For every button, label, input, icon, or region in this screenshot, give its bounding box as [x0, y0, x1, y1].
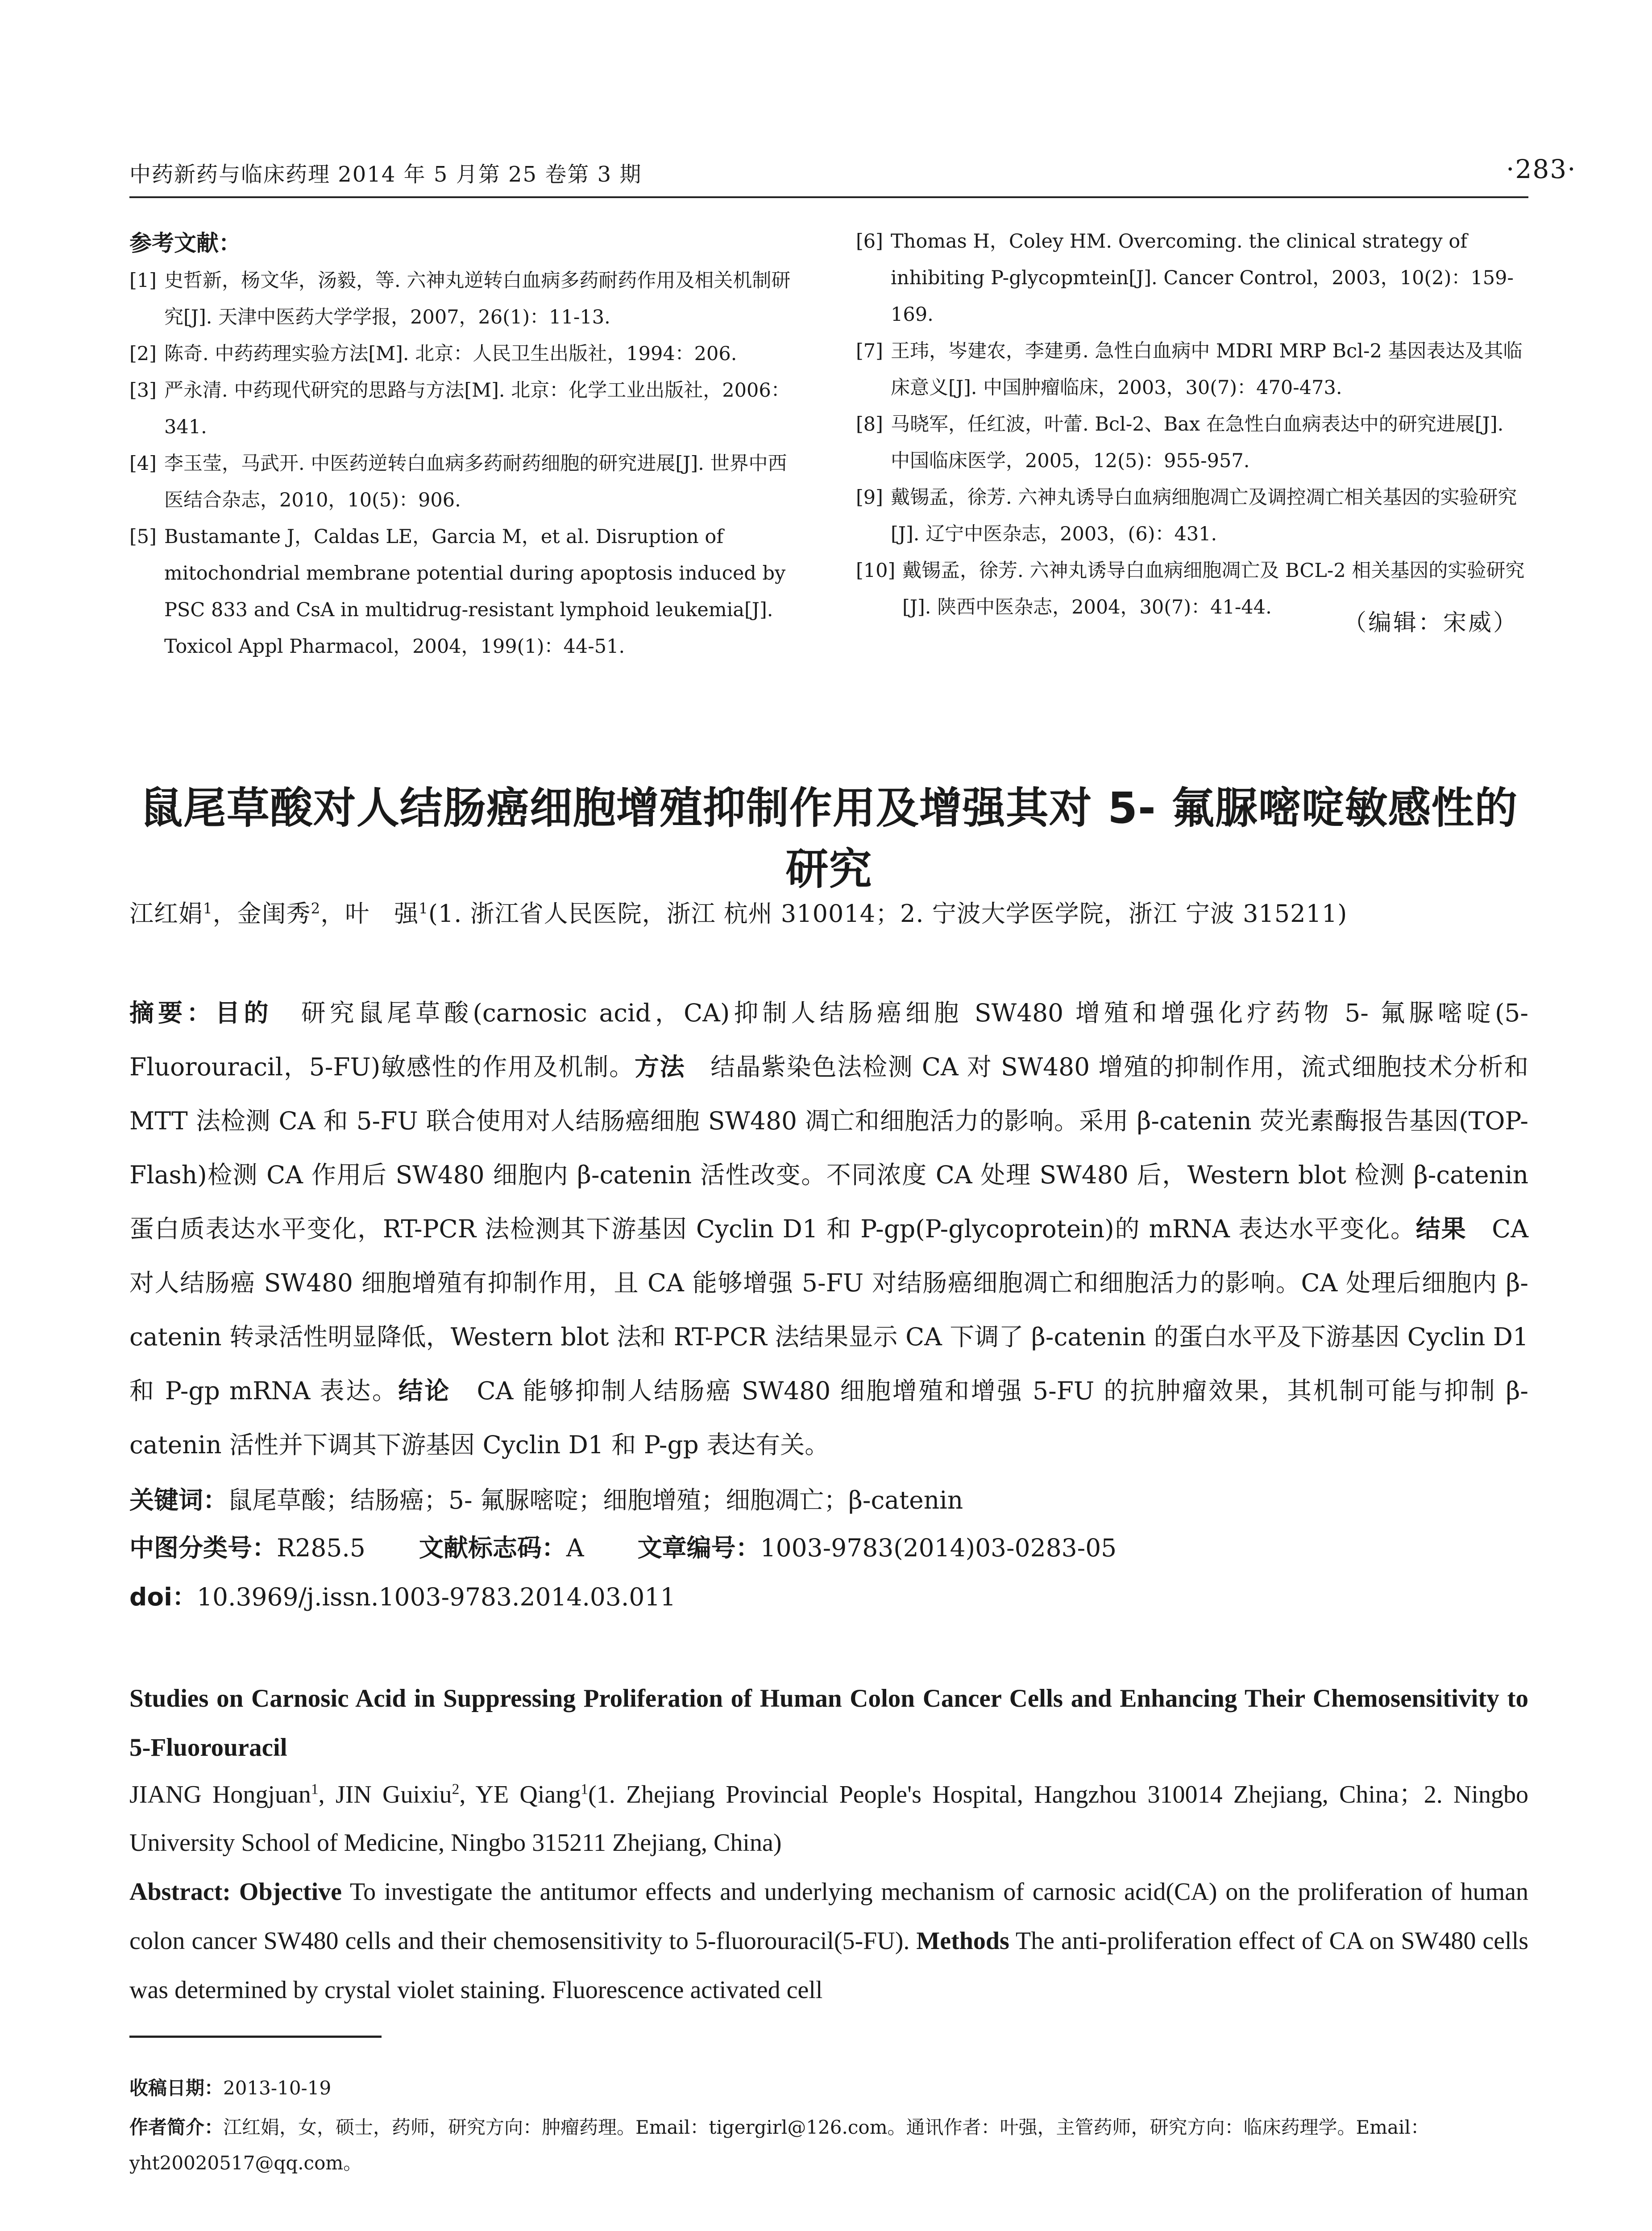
reference-text: Thomas H，Coley HM. Overcoming. the clinical strategy of inhibiting P-glycopmtein[J]. Cancer Control，2003，10(2)：159-169. [891, 230, 1514, 326]
authors-cn [129, 895, 1347, 929]
received-value: 2013-10-19 [223, 2077, 332, 2099]
results-label: 结果 [1415, 1215, 1467, 1243]
article-title-cn: 鼠尾草酸对人结肠癌细胞增殖抑制作用及增强其对 5- 氟脲嘧啶敏感性的研究 [140, 783, 1518, 894]
author-bio [129, 2110, 1528, 2181]
author-bio-text: 江红娟，女，硕士，药师，研究方向：肿瘤药理。Email：tigergirl@126.com。通讯作者：叶强，主管药师，研究方向：临床药理学。Email：yht20020517@qq.com。 [129, 2116, 1429, 2174]
references-left-column [129, 262, 801, 665]
conclusion-text: CA 能够抑制人结肠癌 SW480 细胞增殖和增强 5-FU 的抗肿瘤效果，其机制可能与抑制 β-catenin 活性并下调其下游基因 Cyclin D1 和 P-gp 表达有关。 [129, 1377, 1528, 1459]
references-title: 参考文献： [129, 230, 241, 256]
reference-text: 戴锡孟，徐芳. 六神丸诱导白血病细胞凋亡及调控凋亡相关基因的实验研究[J]. 辽宁中医杂志，2003，(6)：431. [891, 486, 1517, 545]
classification-line [129, 1528, 1117, 1563]
reference-item [129, 445, 801, 518]
reference-item [856, 479, 1528, 552]
affiliation-marker: 1 [311, 1781, 319, 1798]
doi-label: doi： [129, 1583, 197, 1611]
abstract-cn [129, 986, 1528, 1472]
methods-text: 结晶紫染色法检测 CA 对 SW480 增殖的抑制作用，流式细胞技术分析和 MTT 法检测 CA 和 5-FU 联合使用对人结肠癌细胞 SW480 凋亡和细胞活力的影响。采用 β-catenin 荧光素酶报告基因(TOP-Flash)检测 CA 作用后 SW480 细胞内 β-catenin 活性改变。不同浓度 CA 处理 SW480 后，Western blot 检测 β-catenin 蛋白质表达水平变化，RT-PCR 法检测其下游基因 Cyclin D1 和 P-gp(P-glycoprotein)的 mRNA 表达水平变化。 [129, 1053, 1528, 1243]
reference-number: [7] [856, 340, 883, 362]
received-label: 收稿日期： [129, 2077, 224, 2099]
clc-value: R285.5 [277, 1534, 365, 1562]
author-name: , YE Qiang [459, 1781, 581, 1808]
reference-item [129, 372, 801, 445]
reference-item [856, 223, 1528, 333]
reference-text: 戴锡孟，徐芳. 六神丸诱导白血病细胞凋亡及 BCL-2 相关基因的实验研究[J]. 陕西中医杂志，2004，30(7)：41-44. [902, 560, 1525, 618]
reference-text: 严永清. 中药现代研究的思路与方法[M]. 北京：化学工业出版社，2006：341. [164, 379, 790, 438]
affiliations-en: (1. Zhejiang Provincial People's Hospital, Hangzhou 310014 Zhejiang, China；2. Ningbo University School of Medicine, Ningbo 315211 Zhejiang, China) [129, 1781, 1528, 1857]
author-name: JIANG Hongjuan [129, 1781, 311, 1808]
keywords [129, 1480, 963, 1516]
author-name: , JIN Guixiu [318, 1781, 452, 1808]
author-name: ，叶 强 [320, 900, 419, 928]
affiliations-cn: (1. 浙江省人民医院，浙江 杭州 310014；2. 宁波大学医学院，浙江 宁波 315211) [428, 900, 1348, 928]
methods-text-en: The anti-proliferation effect of CA on SW480 cells was determined by crystal violet staining. Fluorescence activated cell [129, 1927, 1528, 2004]
references-right-column [856, 223, 1528, 626]
reference-item [856, 333, 1528, 406]
doc-code-value: A [566, 1534, 584, 1562]
doi-line [129, 1577, 676, 1613]
abstract-label-en: Abstract: [129, 1878, 231, 1906]
reference-text: 陈奇. 中药药理实验方法[M]. 北京：人民卫生出版社，1994：206. [164, 343, 737, 365]
authors-en [129, 1771, 1528, 1867]
methods-label-en: Methods [916, 1927, 1009, 1955]
article-number-label: 文章编号： [637, 1534, 760, 1562]
objective-label-en: Objective [239, 1878, 342, 1906]
affiliation-marker: 2 [311, 900, 321, 917]
reference-text: 李玉莹，马武开. 中医药逆转白血病多药耐药细胞的研究进展[J]. 世界中西医结合杂志，2010，10(5)：906. [164, 452, 787, 511]
reference-number: [9] [856, 486, 883, 509]
reference-number: [6] [856, 230, 883, 253]
reference-text: Bustamante J，Caldas LE，Garcia M，et al. Disruption of mitochondrial membrane potential during apoptosis induced by PSC 833 and CsA in multidrug-resistant lymphoid leukemia[J]. Toxicol Appl Pharmacol，2004，199(1)：44-51. [164, 526, 786, 658]
reference-text: 王玮，岑建农，李建勇. 急性白血病中 MDRI MRP Bcl-2 基因表达及其临床意义[J]. 中国肿瘤临床，2003，30(7)：470-473. [891, 340, 1523, 399]
reference-number: [1] [129, 270, 157, 292]
received-date [129, 2070, 331, 2106]
author-bio-label: 作者简介： [129, 2116, 224, 2138]
reference-number: [3] [129, 379, 157, 402]
objective-text-en: To investigate the antitumor effects and underlying mechanism of carnosic acid(CA) on the proliferation of human colon cancer SW480 cells and their chemosensitivity to 5-fluorouracil(5-FU). [129, 1878, 1529, 1955]
reference-number: [5] [129, 526, 157, 548]
author-name: 江红娟 [129, 900, 203, 928]
reference-number: [8] [856, 413, 883, 435]
editor-note: （编辑：宋威） [1343, 610, 1519, 636]
reference-text: 马晓军，任红波，叶蕾. Bcl-2、Bax 在急性白血病表达中的研究进展[J]. 中国临床医学，2005，12(5)：955-957. [891, 413, 1504, 472]
affiliation-marker: 2 [452, 1781, 460, 1798]
affiliation-marker: 1 [203, 900, 213, 917]
article-title-en: Studies on Carnosic Acid in Suppressing Proliferation of Human Colon Cancer Cells and Enhancing Their Chemosensitivity to 5-Fluorouracil [129, 1684, 1528, 1762]
keywords-text: 鼠尾草酸；结肠癌；5- 氟脲嘧啶；细胞增殖；细胞凋亡；β-catenin [228, 1486, 963, 1514]
reference-item [129, 262, 801, 336]
methods-label: 方法 [634, 1053, 685, 1081]
reference-text: 史哲新，杨文华，汤毅，等. 六神丸逆转白血病多药耐药作用及相关机制研究[J]. 天津中医药大学学报，2007，26(1)：11-13. [164, 270, 791, 328]
affiliation-marker: 1 [419, 900, 428, 917]
clc-label: 中图分类号： [129, 1534, 277, 1562]
abstract-label: 摘要： [129, 999, 216, 1027]
reference-item [129, 336, 801, 372]
conclusion-label: 结论 [398, 1377, 451, 1405]
author-name: ，金闺秀 [212, 900, 311, 928]
objective-text: 研究鼠尾草酸(carnosic acid，CA)抑制人结肠癌细胞 SW480 增殖和增强化疗药物 5- 氟脲嘧啶(5-Fluorouracil，5-FU)敏感性的作用及机制。 [129, 999, 1528, 1081]
reference-item [856, 406, 1528, 479]
reference-number: [4] [129, 452, 157, 475]
doc-code-label: 文献标志码： [419, 1534, 566, 1562]
article-number-value: 1003-9783(2014)03-0283-05 [760, 1534, 1117, 1562]
doi-value: 10.3969/j.issn.1003-9783.2014.03.011 [197, 1583, 676, 1611]
footnote-rule [129, 2036, 382, 2038]
reference-item [129, 518, 801, 665]
reference-number: [2] [129, 343, 157, 365]
header-rule [129, 196, 1528, 198]
running-head: 中药新药与临床药理 2014 年 5 月第 25 卷第 3 期 [129, 162, 642, 187]
keywords-label: 关键词： [129, 1486, 228, 1514]
objective-label: 目的 [215, 999, 273, 1027]
affiliation-marker: 1 [581, 1781, 589, 1798]
reference-number: [10] [856, 560, 896, 582]
abstract-en [129, 1867, 1528, 2015]
results-text: CA 对人结肠癌 SW480 细胞增殖有抑制作用，且 CA 能够增强 5-FU 对结肠癌细胞凋亡和细胞活力的影响。CA 处理后细胞内 β-catenin 转录活性明显降低，Western blot 法和 RT-PCR 法结果显示 CA 下调了 β-catenin 的蛋白水平及下游基因 Cyclin D1 和 P-gp mRNA 表达。 [129, 1215, 1528, 1405]
page-number: ·283· [1506, 154, 1577, 184]
